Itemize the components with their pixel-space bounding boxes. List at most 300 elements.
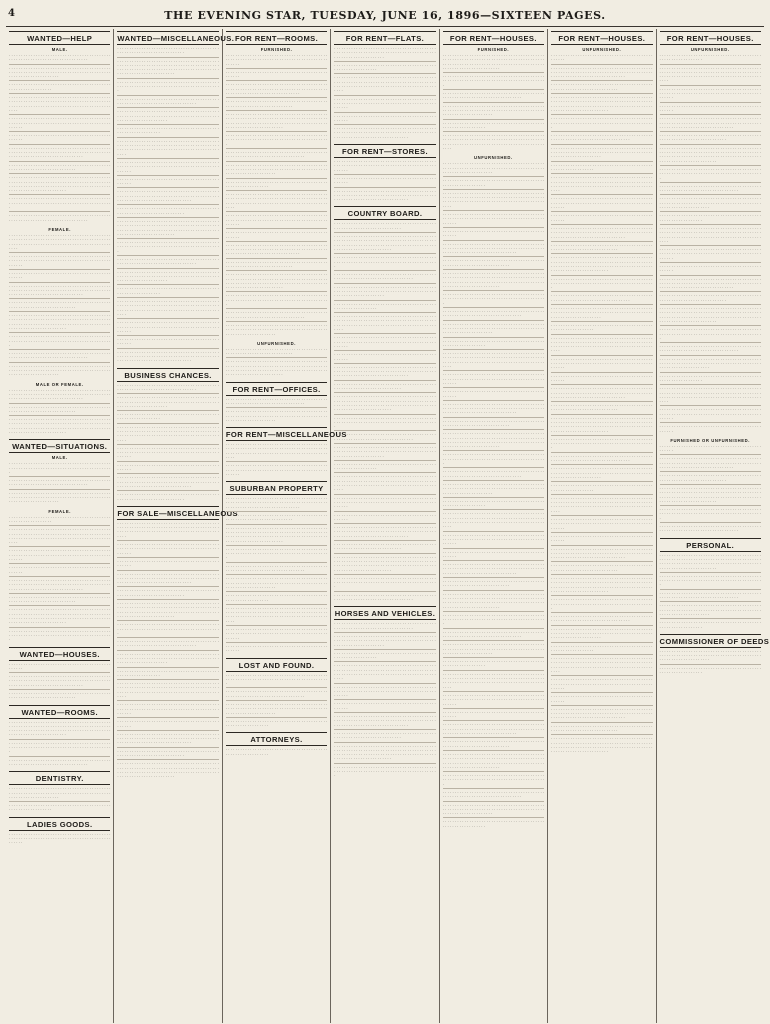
- classified-ad: · · · · · · · · · · · · · · · · · · · · · · · · · · · · · · · · · · · · · · · · · · · · · · · · · · · · · · · · · · · · · · · · · · · · · · · · · · · · · · · · · · · · · · · · · · · · · · · · · · · · · · · · · · · · · · · · · · ·: [334, 715, 435, 730]
- classified-ad: · · · · · · · · · · · · · · · · · · · · · · · · · · · · · · · · · · · · · · · · · · · · · · · ·: [443, 711, 544, 722]
- classified-ad: · · · · · · · · · · · · · · · · · · · · · · · · · · · · · · · · · · · · · · · · · · · · · · · ·: [117, 338, 218, 349]
- classified-ad: · · · · · · · · · · · · · · · · · · · · · · · · · · · · · · · · · · · · · · · · · · · · · · · · · · · · · · · · · · · · · · · · · · · · · · · · · · · · · · · · · · · · · · · · · · · · · · · · · · · · · · · · · · · · · · · · · · · · · · · · · · · · · · · · · · · · · · · · · · · · · · · · · · · · · ·: [9, 417, 111, 435]
- classified-ad: · · · · · · · · · · · · · · · · · · · · · · · · · · · · · · · · · · · · · · · · · · · · · · · · · · · · · · · · · · · · · · · · · · · · · · · · · · ·: [117, 98, 218, 109]
- classified-ad: · · · · · · · · · · · · · · · · · · · · · · · · · · · · · · · · · · · · · · · · · · · · · · · · · · · · · · · · · · · · · · · · · · · · · · · · · · · · · · · · · · · · · · · · · ·: [117, 447, 218, 462]
- classified-ad: · · · · · · · · · · · · · · · · · · · · · · · · · · · · · · · · · · · · · · · · · · · · · · · · · · · · · · · · · · · · · · · · · · · · · · · · · · · · · · · · · · · · · · · · · · · · · · · · · · · · · · · · · · · · · · · · · · ·: [551, 227, 652, 242]
- masthead-title: THE EVENING STAR, TUESDAY, JUNE 16, 1896—SIXTEEN PAGES.: [164, 8, 606, 22]
- classified-ad: · · · · · · · · · · · · · · · · · · · · · · · · · · · · · · · · · · · · · · · · · · · · · · · · · · · · · · · · · · · · · · · · · · · · · · · · · · · · · · · · · · · · · · · · · · · · · · · · · · · · · · · · ·: [226, 577, 327, 592]
- section-header: WANTED—ROOMS.: [9, 705, 110, 719]
- classified-ad: · · · · · · · · · · · · · · · · · · · · · · · · · · · · · · · · · · · · · · · · · · · · · · · · · · · · · · · · · · · · · · · · · · · · · · · · · · · · · · · · · · · · · · · · · · · · · · · · · · · · · · · · · · · · · · · · · · · · · · · · · · · · · · · · · ·: [334, 315, 435, 334]
- section-subheader: FEMALE.: [48, 226, 71, 232]
- classified-section: [334, 31, 435, 141]
- classified-ad: · · · · · · · · · · · · · · · · · · · · · · · · · · · · · · · · · · · · · · · · · · · · · · · · · · · · · · · · · · · ·: [660, 54, 761, 65]
- classified-ad: · · · · · · · · · · · · · · · · · · · · · · · · · · · · · · · · · · · · · · · · · · · · · · · ·: [551, 535, 652, 546]
- classified-ad: · · · · · · · · · · · · · · · · · · · · · · · · · · · · · · · · · · · · · · · · · · · · · · · · · · · · · · · · · · · · · · · · · · · · · · · · · · · · · · · · · · · · · · · · · · · · · · · · · · · · · · · · · · · · · · · · · · · · · · · · · · · · · · · · · ·: [9, 96, 110, 115]
- classified-section: [9, 382, 110, 437]
- classified-ad: · · · · · · · · · · · · · · · · · · · · · · · · · · · · · · · · · · · · · · · · · · · · · · · · · · · · · · · · · · · ·: [334, 303, 435, 314]
- column-6: [548, 29, 656, 1023]
- classified-ad: · · · · · · · · · · · · · · · · · · · · · · · · · · · · · · · · · · · · · · · · · · · · · · · · · · · · · · · · · · · · · · · · · · · · · · · · · · · · · · · · · · · · · · · · · · · · · · · · · · · · · · · · ·: [9, 490, 111, 505]
- classified-ad: · · · · · · · · · · · · · · · · · · · · · · · · · · · · · · · · · · · · · · · · · · · · · · · · · · · · · · · · · · · · · · · · · · · · · · · · · · · · · · · · · · · · · · · · · · · · · · · · · · · · · · · · · · · · · · · · · · · · · · · · · · · · · · · · · · · · · · · · · · · · · · · · · · · · · ·: [9, 721, 110, 740]
- classified-section: [226, 481, 327, 654]
- section-subheader: FURNISHED.: [477, 47, 510, 52]
- masthead: [6, 4, 764, 27]
- section-header: FOR RENT—MISCELLANEOUS: [226, 427, 327, 441]
- classified-ad: · · · · · · · · · · · · · · · · · · · · · · · · · · · · · · · · · · · · · · · · · · · · · · · · · · · · · · · · · · · · · · · · · · · · · · · · · · · · · · · · · · · · · · · · · ·: [9, 831, 111, 846]
- section-subheader: MALE OR FEMALE.: [35, 381, 84, 387]
- classified-ad: · · · · · · · · · · · · · · · · · · · · · · · · · · · · · · · · · · · · · · · · · · · · · · · · · · · · · · · · · · · · · · · · · · · · · · · · · · ·: [443, 791, 544, 802]
- classified-ad: · · · · · · · · · · · · · · · · · · · · · · · · · · · · · · · · · · · · · · · · · · · · · · · · · · · · · · · · · · · · · · · · · · · · · · · · · · · · · · · · · · · · · · · · · · · · · · · · · · · · · · · · · · · · · · · · · · · · · · · · · · · · · · · · · · · · · · · · · · · · · · · · · · · · · ·: [660, 554, 761, 573]
- classified-ad: · · · · · · · · · · · · · · · · · · · · · · · · · · · · · · · · · · · · · · · · · · · · · · · · · · · · · · · · · · · · · · · · · · · · · · · · · · · · · · · · · · · · · · · · · · · · · · · · · · · · · · · · · · · · · · · · · · · · · · · · · · · · · · · · · · · · · · · · · · · · · · · · · · · · · ·: [334, 235, 435, 254]
- classified-ad: · · · · · · · · · · · · · · · · · · · · · · · · · · · · · · · · · · · · · · · · · · · · · · · · · · · · · · · · · · · · · · · · · · · · · · · · · · · · · · · · · · · · ·: [660, 508, 761, 523]
- classified-ad: · · · · · · · · · · · · · · · · · · · · · · · · · · · · · · · · · · · · · · · · · · · · · · · · · · · · · · · · · · · · · · · · · · · · · · · · · · · · · · · · · · · · · · · · · · · · · · · · · · · · · · · · · · · · · · · · · · · · · · · · · · · · · · · · · · · · · · · · · · · · · · · · · · · · · ·: [117, 60, 218, 79]
- classified-ad: · · · · · · · · · · · · · · · · · · · · · · · · · · · · · · · · · · · · · · · · · · · · · · · · · · · · · · · · · · · · · · · · · · · · · · · · · · · · · · · · · · · · · · · · · · · · · · · · · · · · · · · · · · · · · · · · · · · · · · · · · · · · · · · · · · · · · · · · · · · · · · · · · · · · · ·: [443, 432, 544, 451]
- classified-ad: · · · · · · · · · · · · · · · · · · · · · · · · · · · · · · · · · · · · · · · · · · · · · · · · · · · · · · · · · · · · · · · · · · · · · · · · · · ·: [226, 398, 327, 409]
- classified-ad: · · · · · · · · · · · · · · · · · · · · · · · · · · · · · · · · · · · · · · · · · · · · · · · · · · · · · · · · · · · · · · · · · · · · · · · · · · · · · · · · · · · · · · · · · · · · · · · · · · · · · · · · ·: [551, 628, 652, 643]
- classified-ad: · · · · · · · · · · · · · · · · · · · · · · · · · · · · · · · · · · · · · · · · · · · · · · · · · · · · · · · · · · · ·: [225, 718, 328, 729]
- classified-ad: · · · · · · · · · · · · · · · · · · · · · · · · · · · · · · · · · · · · · · · · · · · · · · · · · · · · · · · · · · · · · · · · · · · · · · · · · · ·: [551, 294, 652, 305]
- classified-ad: · · · · · · · · · · · · · · · · · · · · · · · · · · · · · · · · · · · · · · · · · · · · · · · · · · · · · · · · · · · · · · · · · · · · · · · · · · · · · · · · · · · · · · · · · · · · · · · · · · · · · · · · · · · · · · · · · · · · · · · · · · · · · · · · · ·: [117, 682, 218, 701]
- classified-ad: · · · · · · · · · · · · · · · · · · · · · · · · · · · · · · · · · · · · · · · · · · · · · · · · · · · · · · · · · · · · · · · · · · · · · ·: [9, 301, 110, 312]
- classified-ad: · · · · · · · · · · · · · · · · · · · · · · · · · · · · · · · · · · · · · · · · · · · · · · · · · · · · · · · · · · · · · · · · · · · · · · · · · · · · · · · · · · · · ·: [9, 742, 110, 757]
- section-header: PERSONAL.: [660, 538, 761, 552]
- classified-ad: · · · · · · · · · · · · · · · · · · · · · · · · · · · · · · · · · · · · · · · · · · · · · · · ·: [117, 560, 218, 571]
- classified-ad: · · · · · · · · · · · · · · · · · · · · · · · · · · · · · · · · · · · · · · · · · · · · · · · · · · · · · · · · · · · · · · · · · · · · · · · · · · · · · · · · · · · · · · · · · ·: [225, 463, 328, 477]
- classified-ad: · · · · · · · · · · · · · · · · · · · · · · · · · · · · · · · · · · · · · · · · · · · · · · · · · · · · · · · · · · · · · · · · · · · · · · · · · · · · · · · · · · · · · · · · · ·: [334, 98, 435, 113]
- classified-section: [9, 509, 110, 644]
- classified-ad: · · · · · · · · · · · · · · · · · · · · · · · · · · · · · · · · · · · · · · · · · · · · · · · · · · · · · · · · · · · · · · · · · · · · · ·: [226, 514, 327, 525]
- classified-ad: · · · · · · · · · · · · · · · · · · · · · · · · · · · · · · · · · · · · · · · · · · · · · · · · · · · · · · · · · · · · · · · · · · · · · · · · · · · · · · · · · · · · · · · · · · · · · · · · · · · · · · · · ·: [334, 286, 435, 301]
- classified-section: [334, 206, 435, 603]
- classified-section: [660, 31, 761, 435]
- classified-ad: · · · · · · · · · · · · · · · · · · · · · · · · · · · · · · · · · · · · · · · · · · · · · · · ·: [551, 375, 652, 386]
- section-header: FOR RENT—OFFICES.: [226, 382, 327, 396]
- classified-section: [443, 155, 544, 830]
- classified-ad: · · · · · · · · · · · · · · · · · · · · · · · · · · · · · · · · · · · · · · · · · · · · · · · · · · · · · · · · · · · · · · · · · · · · · · · · · · · · · · · · · · · · · · · · · · · · · · · · · · · · · · · · · · · · · · · · · · ·: [443, 403, 544, 418]
- classified-ad: · · · · · · · · · · · · · · · · · · · · · · · · · · · · · · · · · · · · · · · · · · · · · · · · · · · · · · · · · · · · · · · · · · · · · · · · · · · · · · · · · · · · · · · · · · · · · · · · · · · · · · · · · · · · · · · · · · · · · · · · · · · · · · · · · ·: [9, 528, 110, 547]
- classified-ad: · · · · · · · · · · · · · · · · · · · · · · · · · · · · · · · · · · · · · · · · · · · · · · · · · · · · · · · · · · · · · · · · · · · · · · · · · · · · · · · · · · · · · · · · · ·: [226, 628, 327, 643]
- classified-section: [117, 368, 218, 503]
- classified-ad: · · · · · · · · · · · · · · · · · · · · · · · · · · · · · · · · · · · · · · · · · · · · · · · · · · · · · · · · · · · · · · · · · · · · · ·: [660, 134, 761, 145]
- classified-ad: · · · · · · · · · · · · · · · · · · · · · · · · · · · · · · · · · · · · · · · · · · · · · · · · · · · · · · · · · · · · · · · · · · · · · · · · · · · · · · · · · · · · ·: [9, 335, 110, 350]
- section-header: FOR RENT—STORES.: [334, 144, 435, 158]
- classified-ad: · · · · · · · · · · · · · · · · · · · · · · · · · · · · · · · · · · · · · · · · · · · · · · · · · · · · · · · · · · · · · · · · · · · · · · · · · · ·: [443, 92, 544, 103]
- classified-ad: · · · · · · · · · · · · · · · · · · · · · · · · · · · · · · · · · · · · · · · · · · · · · · · · · · · · · · · · · · · · · · · · · · · · · · · · · · · · · · · · · · · · · · · · · ·: [660, 88, 761, 103]
- classified-ad: · · · · · · · · · · · · · · · · · · · · · · · · · · · · · · · · · · · · · · · · · · · · · · · · · · · · · · · · · · · ·: [660, 375, 761, 386]
- classified-section: [226, 382, 327, 424]
- classified-ad: · · · · · · · · · · · · · · · · · · · · · · · · · · · · · · · · · · · · · · · · · · · · · · · · · · · · · · · · · · · · · · · · · · · · · · · · · · · · · · · · · · · · · · · · · · · · · · · · · · · · · · · · · · · · · · · · · · · · · · · · · · · · · · · · · ·: [9, 234, 110, 253]
- classified-ad: · · · · · · · · · · · · · · · · · · · · · · · · · · · · · · · · · · · · · · · · · · · · · · · · · · · · · · · · · · · · · · · · · · · · · · · · · · · · · · · · · · · · · · · · · · · · · · · · · · · · · · · · ·: [225, 322, 328, 337]
- classified-ad: · · · · · · · · · · · · · · · · · · · · · · · · · · · · · · · · · · · · · · · · · · · · · · · · · · · · · · · · · · · · · · · · · · · · · · · · · · · · · · · · · · · · · · · · · · · · · · · · · · · · · · · · · · · · · · · · · · ·: [334, 366, 435, 381]
- classified-ad: · · · · · · · · · · · · · · · · · · · · · · · · · · · · · · · · · · · · · · · · · · · · · · · · · · · · · · · · · · · ·: [225, 747, 328, 757]
- classified-ad: · · · · · · · · · · · · · · · · · · · · · · · · · · · · · · · · · · · · · · · · · · · · · · · · · · · · · · · · · · · · · · · · · · · · · · · · · · ·: [226, 690, 327, 701]
- classified-ad: · · · · · · · · · · · · · · · · · · · · · · · · · · · · · · · · · · · · · · · · · · · · · · · · · · · · · · · · · · · · · · · · · · · · · ·: [226, 261, 327, 272]
- classified-ad: · · · · · · · · · · · · · · · · · · · · · · · · · · · · · · · · · · · · · · · · · · · · · · · · · · · · · · · · · · · · · · · · · · · · · · · · · · · · · · · · · · · · · · · · · · · · · · · · · · · · · · · · ·: [443, 483, 544, 498]
- section-subheader: UNFURNISHED.: [473, 155, 513, 161]
- classified-ad: · · · · · · · · · · · · · · · · · · · · · · · · · · · · · · · · · · · · · · · · · · · · · · · · · · · · · · · · · · · · · · · · · · · · · · · · · · · · · · · · · · · · · · · · · · · · · · · · · · · · · · · · · · · · · · · · · · · · · · · · · · · · · · · · · ·: [551, 176, 652, 195]
- classified-ad: · · · · · · · · · · · · · · · · · · · · · · · · · · · · · · · · · · · · · · · · · · · · · · · · · · · · · · · · · · · · · · · · · · · · · · · · · · · · · · · · · · · · · · · · · · · · · · · · · · · · · · · · · · · · · · · · · · · · · · · · · · · · · · · · · · · · · · · · · · · · · · · · · · · · · ·: [334, 556, 435, 575]
- section-header: WANTED—HELP: [9, 31, 110, 45]
- classified-ad: · · · · · · · · · · · · · · · · · · · · · · · · · · · · · · · · · · · · · · · · · · · · · · · ·: [117, 464, 218, 475]
- classified-ad: · · · · · · · · · · · · · · · · · · · · · · · · · · · · · · · · · · · · · · · · · · · · · · · · · · · · · · · · · · · · · · · · · · · · · · · · · · · · · · · · · · · · · · · · · · · · · · · · · · · · · · · · · · · · · · · · · · · · · · · · · · · · · · · · · ·: [551, 497, 652, 516]
- classified-ad: · · · · · · · · · · · · · · · · · · · · · · · · · · · · · · · · · · · · · · · · · · · · · · · · · · · · · · · · · · · · · · · · · · · · · · · · · · · · · · · · · · · · · · · · · · · · · · · · · · · · · · · · · · · · · · · · · · · · · · · · · · · · · · · · · ·: [117, 300, 218, 319]
- classified-ad: · · · · · · · · · · · · · · · · · · · · · · · · · · · · · · · · · · · · · · · · · · · · · · · ·: [9, 134, 110, 145]
- classified-ad: · · · · · · · · · · · · · · · · · · · · · · · · · · · · · · · · · · · · · · · · · · · · · · · · · · · · · · · · · · · · · · · · · · · · · · · · · · · · · · · · · · · · ·: [334, 764, 436, 779]
- classified-ad: · · · · · · · · · · · · · · · · · · · · · · · · · · · · · · · · · · · · · · · · · · · · · · · ·: [226, 231, 327, 242]
- classified-ad: · · · · · · · · · · · · · · · · · · · · · · · · · · · · · · · · · · · · · · · · · · · · · · · · · · · · · · · · · · · · · · · · · · · · · · · · · · · · · · · · · · · · · · · · · · · · · · · · · · · · · · · · ·: [660, 650, 761, 665]
- classified-ad: · · · · · · · · · · · · · · · · · · · · · · · · · · · · · · · · · · · · · · · · · · · · · · · · · · · · · · · · · · · · · · · · · · · · · · · · · · · · · · · · · · · · · · · · · · · · · · · · · · · · · · · · · · · · · · · · · · · · · · · · · · · · · · · · · ·: [660, 227, 761, 246]
- classified-ad: · · · · · · · · · · · · · · · · · · · · · · · · · · · · · · · · · · · · · · · · · · · · · · · · · · · · · · · · · · · · · · · · · · · · · · · · · · · · · · · · · · · · ·: [443, 75, 544, 90]
- classified-ad: · · · · · · · · · · · · · · · · · · · · · · · · · · · · · · · · · · · · · · · · · · · · · · · · · · · · · · · · · · · · · · · · · · · · · · · · · · · · · · · · · · · · · · · · · · · · · · · · · · · · · · · · · · · · · · · · · · · · · · · · · · · · · · · · · ·: [443, 192, 544, 211]
- section-subheader: MALE.: [51, 455, 68, 461]
- classified-ad: · · · · · · · · · · · · · · · · · · · · · · · · · · · · · · · · · · · · · · · · · · · · · · · · · · · · · · · · · · · · · · · · · · · · · · · · · · · · · · · · · · · · · · · · · · · · · · · · · · · · · · · · · · · · · · · · · · · · · · · · · · · · · · · · · · · · · · · · · · · · · · · · · · · · · ·: [660, 147, 761, 166]
- classified-ad: · · · · · · · · · · · · · · · · · · · · · · · · · · · · · · · · · · · · · · · · · · · · · · · · · · · · · · · · · · · · · · · · · · · · · · · · · · · · · · · · · · · · · · · · · · · · · · · · · · · · · · · · · · · · · · · · · · ·: [117, 573, 218, 588]
- section-header: BUSINESS CHANCES.: [117, 368, 218, 382]
- section-subheader: UNFURNISHED.: [582, 47, 622, 52]
- section-header: FOR RENT—HOUSES.: [660, 31, 761, 45]
- classified-ad: · · · · · · · · · · · · · · · · · · · · · · · · · · · · · · · · · · · · · · · · · · · · · · · · · · · · · · · · · · · · · · · · · · · · · · · · · · ·: [226, 565, 327, 576]
- classified-ad: · · · · · · · · · · · · · · · · · · · · · · · · · · · · · · · · · · · · · · · · · · · · · · · · · · · · · · · · · · · ·: [117, 413, 218, 424]
- classified-ad: · · · · · · · · · · · · · · · · · · · · · · · · · · · · · · · · · · · · · · · · · · · · · · · · · · · · · · · · · · · · · · · · · · · · · · · · · · · · · · · · · · · · · · · · · · · · · · · · · · · · · · · · · · · · · · · · · · ·: [443, 563, 544, 578]
- classified-ad: · · · · · · · · · · · · · · · · · · · · · · · · · · · · · · · · · · · · · · · · · · · · · · · · · · · · · · · · · · · · · · · · · · · · · · · · · · ·: [334, 433, 435, 444]
- classified-section: [9, 31, 110, 224]
- classified-ad: · · · · · · · · · · · · · · · · · · · · · · · · · · · · · · · · · · · · · · · · · · · · · · · · · · · · · · · · · · · · · · · · · · · · · · · · · · ·: [226, 311, 327, 322]
- classified-columns: [6, 29, 770, 1023]
- classified-ad: · · · · · · · · · · · · · · · · · · · · · · · · · · · · · · · · · · · · · · · · · · · · · · · · · · · · · · · · · · · · · · · · · · · · · · · · · · ·: [226, 151, 327, 162]
- classified-ad: · · · · · · · · · · · · · · · · · · · · · · · · · · · · · · · · · · · · · · · · · · · · · · · · · · · · · · · · · · · · · · · · · · · · · · · · · · · · · · · · · · · · ·: [443, 614, 544, 629]
- section-subheader: FEMALE.: [48, 508, 71, 514]
- classified-ad: · · · · · · · · · · · · · · · · · · · · · · · · · · · · · · · · · · · · · · · · · · · · · · · · · · · · · · · · · · · · · · · · · · · · · · · · · · · · · · · · · · · · ·: [117, 623, 218, 638]
- classified-ad: · · · · · · · · · · · · · · · · · · · · · · · · · · · · · · · · · · · · · · · · · · · · · · · · · · · · · · · · · · · · · · · · · · · · · · · · · · · · · · · · · · · · ·: [551, 438, 652, 453]
- classified-ad: · · · · · · · · · · · · · · · · · · · · · · · · · · · · · · · · · · · · · · · · · · · · · · · ·: [443, 230, 544, 241]
- classified-ad: · · · · · · · · · · · · · · · · · · · · · · · · · · · · · · · · · · · · · · · · · · · · · · · · · · · · · · · · · · · ·: [226, 594, 327, 605]
- classified-ad: · · · · · · · · · · · · · · · · · · · · · · · · · · · · · · · · · · · · · · · · · · · · · · · · · · · · · · · · · · · · · · · · · · · · · · · · · · · · · · · · · · · · · · · · · · · · · · · · · · · · · · · · · · · · · · · · · · ·: [551, 387, 652, 402]
- classified-ad: · · · · · · · · · · · · · · · · · · · · · · · · · · · · · · · · · · · · · · · · · · · · · · · · · · · · · · · · · · · · · · · · · · · · · · · · · · · · · · · · · · · · · · · · · · · · · · · · · · · · · · · · · · · · · · · · · · ·: [9, 389, 110, 404]
- section-subheader: MALE.: [51, 47, 68, 52]
- section-subheader: FURNISHED.: [260, 47, 293, 52]
- classified-ad: · · · · · · · · · · · · · · · · · · · · · · · · · · · · · · · · · · · · · · · · · · · · · · · · · · · · · · · · · · · · · · · · · · · · · · · · · · ·: [9, 479, 110, 490]
- classified-ad: · · · · · · · · · · · · · · · · · · · · · · · · · · · · · · · · · · · · · · · · · · · · · · · · · · · · · · · · · · · · · · · · · · · · · · · · · · · · · · · · · · · · · · · · · · · · · · · · · · · · · · · · · · · · · · · · · · · · · · · · · · · · · · · · · · · · · · · · · · · · · · · · · · · · · ·: [660, 487, 761, 506]
- classified-ad: · · · · · · · · · · · · · · · · · · · · · · · · · · · · · · · · · · · · · · · · · · · · · · · · · · · · · · · · · · · · · · · · · · · · · · · · · · · · · · · · · · · · ·: [334, 577, 435, 592]
- classified-ad: · · · · · · · · · · · · · · · · · · · · · · · · · · · · · · · · · · · · · · · · · · · · · · · · · · · · · · · · · · · · · · · · · · · · · · · · · · · · · · · · · · · · · · · · · · · · · · · · · · · · · · · · · · · · · · · · · · · · · · · · · · · · · · · · · · · · · · · · · · · · · · · · · · · · · ·: [225, 359, 328, 378]
- classified-ad: · · · · · · · · · · · · · · · · · · · · · · · · · · · · · · · · · · · · · · · · · · · · · · · · · · · · · · · · · · · · · · · · · · · · · · · · · · · · · · · · · · · · · · · · · · · · · · · · · · · · · · · · ·: [660, 358, 761, 373]
- classified-ad: · · · · · · · · · · · · · · · · · · · · · · · · · · · · · · · · · · · · · · · · · · · · · · · · · · · · · · · · · · · · · · · · · · · · · ·: [443, 420, 544, 431]
- classified-ad: · · · · · · · · · · · · · · · · · · · · · · · · · · · · · · · · · · · · · · · · · · · · · · · · · · · · · · · · · · · · · · · · · · · · · · · · · · · · · · · · · · · · · · · · · · · · · · · · · · · · · · · · · · · · · · · · · · · · · · · · · · · · · · · · · · · · · · · · · · · · · · · · · · · · · ·: [443, 753, 544, 772]
- classified-ad: · · · · · · · · · · · · · · · · · · · · · · · · · · · · · · · · · · · · · · · · · · · · · · · · · · · · · · · · · · · · · · · · · · · · · · · · · · · · · · · · · · · · · · · · · · · · · · · · · · · · · · · · · · · · · · · · · · ·: [551, 708, 652, 723]
- classified-ad: · · · · · · · · · · · · · · · · · · · · · · · · · · · · · · · · · · · · · · · · · · · · · · · · · · · · · · · · · · · · · · · · · · · · · · · · · · · · · · · · · · · · · · · · · · · · · · · · · · · · · · · · · · · · · · · · · · · · · · · · · · · · · · · · · · · · · · · · · · · · · · · · · · · · · ·: [551, 577, 652, 596]
- classified-ad: · · · · · · · · · · · · · · · · · · · · · · · · · · · · · · · · · · · · · · · · · · · · · · · · · · · · · · · · · · · · · · · · · · · · · · · · · · · · · · · · · · · · · · · · · · · · · · · · · · · · · · · · · · · · · · · · · · · · · · · · · · · · · · · · · · · · · · · · · · · · · · · · · · · · · ·: [551, 417, 652, 436]
- classified-section: [9, 817, 110, 847]
- classified-ad: · · · · · · · · · · · · · · · · · · · · · · · · · · · · · · · · · · · · · · · · · · · · · · · · · · · · · · · · · · · · · · · · · · · · · · · · · · · · · · · · · · · · · · · · · · · · · · · · · · · · · · · · · · · · · · · · · · · · · · · · · · · · · · · · · · · · · · · · · · · · · · · · · · · · · ·: [117, 602, 218, 621]
- classified-ad: · · · · · · · · · · · · · · · · · · · · · · · · · · · · · · · · · · · · · · · · · · · · · · · · · · · · · · · · · · · · · · · · · · · · · · · · · · · · · · · · · · · · · · · · · · · · · · · · · · · · · · · · ·: [443, 804, 544, 819]
- classified-ad: · · · · · · · · · · · · · · · · · · · · · · · · · · · · · · · · · · · · · · · · · · · · · · · · · · · · · · · · · · · · · · · · · · · · · ·: [334, 543, 435, 554]
- classified-ad: · · · · · · · · · · · · · · · · · · · · · · · · · · · · · · · · · · · · · · · · · · · · · · · · · · · · · · · · · · · · · · · · · · · · · ·: [551, 83, 652, 94]
- classified-ad: · · · · · · · · · · · · · · · · · · · · · · · · · · · · · · · · · · · · · · · · · · · · · · · · · · · · · · · · · · · · · · · · · · · · · · · · · · ·: [551, 455, 652, 466]
- classified-ad: · · · · · · · · · · · · · · · · · · · · · · · · · · · · · · · · · · · · · · · · · · · · · · · · · · · · · · · · · · · · · · · · · · · · · · · · · · · · · · · · · · · · ·: [443, 774, 544, 789]
- classified-ad: · · · · · · · · · · · · · · · · · · · · · · · · · · · · · · · · · · · · · · · · · · · · · · · · · · · · · · · · · · · · · · · · · · · · · · · · · · · · · · · · · · · · · · · · · · · · · · · · · · · · · · · · ·: [117, 396, 218, 411]
- classified-ad: · · · · · · · · · · · · · · · · · · · · · · · · · · · · · · · · · · · · · · · · · · · · · · · · · · · · · · · · · · · ·: [443, 122, 544, 133]
- classified-ad: · · · · · · · · · · · · · · · · · · · · · · · · · · · · · · · · · · · · · · · · · · · · · · · · · · · · · · · · · · · · · · · · · · · · · · · · · · ·: [117, 258, 218, 269]
- classified-ad: · · · · · · · · · · · · · · · · · · · · · · · · · · · · · · · · · · · · · · · · · · · · · · · · · · · · · · · · · · · · · · · · · · · · · · · · · · · · · · · · · · · · · · · · · · · · · · · · · · · · · · · · · · · · · · · · · · · · · · · · · · · · · · · · · ·: [551, 337, 652, 356]
- classified-ad: · · · · · · · · · · · · · · · · · · · · · · · · · · · · · · · · · · · · · · · · · · · · · · · · · · · · · · · · · · · ·: [334, 64, 435, 75]
- classified-ad: · · · · · · · · · · · · · · · · · · · · · · · · · · · · · · · · · · · · · · · · · · · · · · · · · · · · · · · · · · · · · · · · · · · · · · · · · · · · · · · · · · · · · · · · · · · · · · · · · · · · · · · · · · · · · · · · · · · · · · · · · · · · · · · · · · · · · · · · · · · · · · · · · · · · · ·: [117, 220, 218, 239]
- classified-ad: · · · · · · · · · · · · · · · · · · · · · · · · · · · · · · · · · · · · · · · · · · · · · · · ·: [334, 177, 435, 188]
- classified-ad: · · · · · · · · · · · · · · · · · · · · · · · · · · · · · · · · · · · · · · · · · · · · · · · · · · · · · · · · · · · · · · · · · · · · · · · · · · · · · · · · · · · · ·: [334, 256, 435, 271]
- column-7: [657, 29, 770, 1023]
- classified-ad: · · · · · · · · · · · · · · · · · · · · · · · · · · · · · · · · · · · · · · · · · · · · · · · · · · · · · · · · · · · ·: [551, 645, 652, 656]
- classified-ad: · · · · · · · · · · · · · · · · · · · · · · · · · · · · · · · · · · · · · · · · · · · · · · · · · · · · · · · · · · · · · · · · · · · · · · · · · · · · · · · · · · · · · · · · · · · · · · · · · · · · · · · · · · · · · · · · · · · · · · · · · · · · · · · · · ·: [443, 512, 544, 531]
- classified-ad: · · · · · · · · · · · · · · · · · · · · · · · · · · · · · · · · · · · · · · · · · · · · · · · · · · · · · · · · · · · · · · · · · · · · · · · · · · · · · · · · · · · · · · · · · · · · · · · · · · · · · · · · · · · · · · · · · · ·: [117, 190, 218, 205]
- classified-ad: · · · · · · · · · · · · · · · · · · · · · · · · · · · · · · · · · · · · · · · · · · · · · · · · · · · · · · · · · · · · · · · · · · · · · · · · · · · · · · · · · · · · · · · · · · · · · · · · · · · · · · · · · · · · · · · · · · · · · · · · · · · · · · · · · · · · · · · · · · · · · · · · · · · · · ·: [660, 307, 761, 326]
- classified-ad: · · · · · · · · · · · · · · · · · · · · · · · · · · · · · · · · · · · · · · · · · · · · · · · · · · · · · · · · · · · · · · · · · · · · · · · · · · · · · · · · · · · · · · · · · · · · · · · · · · · · · · · · · · · · · · · · · · · · · · · · · · · · · · · · · · · · · · · · · · · · · · · · · · · · · ·: [443, 272, 544, 291]
- classified-section: [225, 427, 347, 478]
- section-header: LOST AND FOUND.: [226, 658, 327, 672]
- classified-ad: · · · · · · · · · · · · · · · · · · · · · · · · · · · · · · · · · · · · · · · · · · · · · · · · · · · · · · · · · · · · · · · · · · · · · · · · · · · · · · · · · · · · · · · · · ·: [551, 358, 652, 373]
- classified-ad: · · · · · · · · · · · · · · · · · · · · · · · · · · · · · · · · · · · · · · · · · · · · · · · · · · · · · · · · · · · · · · · · · · · · · · · · · · · · · · · · · · · · · · · · · ·: [443, 534, 544, 549]
- classified-ad: · · · · · · · · · · · · · · · · · · · · · · · · · · · · · · · · · · · · · · · · · · · · · · · · · · · · · · · · · · · · · · · · · · · · · · · · · · · · · · · · · · · · · · · · · · · · · · · · · · · · · · · · · · · · · · · · · · · · · · · · · · · · · · · · · · · · · · · · · · · · · · · · · · · · · ·: [443, 54, 544, 73]
- classified-ad: · · · · · · · · · · · · · · · · · · · · · · · · · · · · · · · · · · · · · · · · · · · · · · · · · · · · · · · · · · · · · · · · · · · · · · · · · · · · · · · · · · · · · · · · · · · · · · · · · · · · · · · · · · · · · · · · · · · · · · · · · · · · · · · · · ·: [442, 133, 545, 152]
- classified-ad: · · · · · · · · · · · · · · · · · · · · · · · · · · · · · · · · · · · · · · · · · · · · · · · · · · · · · · · · · · · · · · · · · · · · · · · · · · · · · · · · · · · · · · · · · · · · · · · · · · · · · · · · · · · · · · · · · · · · · · · · · · · · · · · · · ·: [334, 76, 435, 95]
- classified-ad: · · · · · · · · · · · · · · · · · · · · · · · · · · · · · · · · · · · · · · · · · · · · · · · · · · · · · · · · · · · ·: [659, 620, 761, 630]
- classified-ad: · · · · · · · · · · · · · · · · · · · · · · · · · · · · · · · · · · · · · · · · · · · · · · · · · · · · · · · · · · · · · · · · · · · · · · · · · · · · · · · · · · · · · · · · · · · · · · · · · · · · · · · · · · · · · · · · · · · · · · · · · · · · · · · · · · · · · · · · · · · · · · · · · · · · · ·: [9, 176, 110, 195]
- classified-ad: · · · · · · · · · · · · · · · · · · · · · · · · · · · · · · · · · · · · · · · · · · · · · · · · · · · · · · · · · · · · · · · · · · · · · · · · · · · · · · · · · · · · ·: [443, 293, 544, 308]
- classified-ad: · · · · · · · · · · · · · · · · · · · · · · · · · · · · · · · · · · · · · · · · · · · · · · · · · · · · · · · · · · · ·: [551, 484, 652, 495]
- classified-ad: · · · · · · · · · · · · · · · · · · · · · · · · · · · · · · · · · · · · · · · · · · · · · · · · · · · · · · · · · · · · · · · · · · · · · · · · · · · · · · · · · · · · · · · · · · · · · · · · · · · · · · · · · · · · · · · · · · · · · · · · · · · · · · · · · · · · · · · · · · · · · · · · · · · · · ·: [334, 745, 435, 764]
- classified-ad: · · · · · · · · · · · · · · · · · · · · · · · · · · · · · · · · · · · · · · · · · · · · · · · ·: [334, 115, 435, 126]
- classified-ad: · · · · · · · · · · · · · · · · · · · · · · · · · · · · · · · · · · · · · · · · · · · · · · · · · · · · · · · · · · · · · · · · · · · · · · · · · · · · · · · · · · · · · · · · · · · · · · · · · · · · · · · · · · · · · · · · · · · · · · · · · · · · · · · · · ·: [334, 475, 435, 494]
- classified-ad: · · · · · · · · · · · · · · · · · · · · · · · · · · · · · · · · · · · · · · · · · · · · · · · · · · · · · · · · · · · · · · · · · · · · · · · · · · · · · · · · · · · · · · · · · · · · · · · · · · · · · · · · · · · · · · · · · · · · · · · · · · · · · · · · · ·: [551, 657, 652, 676]
- classified-ad: · · · · · · · · · · · · · · · · · · · · · · · · · · · · · · · · · · · · · · · · · · · · · · · ·: [9, 663, 110, 674]
- classified-ad: · · · · · · · · · · · · · · · · · · · · · · · · · · · · · · · · · · · · · · · · · · · · · · · · · · · · · · · · · · · · · · · · · · · · · · · · · · · · · · · · · · · · · · · · · · · · · · · · · · · · · · · · ·: [443, 105, 544, 120]
- classified-ad: · · · · · · · · · · · · · · · · · · · · · · · · · · · · · · · · · · · · · · · · · · · · · · · · · · · · · · · · · · · · · · · · · · · · · · · · · · · · · · · · · · · · · · · · · · · · · · · · · · · · · · · · · · · · · · · · · · · · · · · · · · · · · · · · · ·: [660, 387, 761, 406]
- classified-ad: · · · · · · · · · · · · · · · · · · · · · · · · · · · · · · · · · · · · · · · · · · · · · · · · · · · · · · · · · · · · · · · · · · · · · · · · · · ·: [117, 384, 218, 395]
- classified-ad: · · · · · · · · · · · · · · · · · · · · · · · · · · · · · · · · · · · · · · · · · · · · · · · · · · · · · · · · · · · · · · · · · · · · · · · · · · ·: [9, 757, 111, 767]
- classified-ad: · · · · · · · · · · · · · · · · · · · · · · · · · · · · · · · · · · · · · · · · · · · · · · · · · · · · · · · · · · · · · · · · · · · · · · · · · · · · · · · · · · · · · · · · · · · · · · · · · · · · · · · · · · · · · · · · · · ·: [660, 457, 761, 472]
- section-header: LADIES GOODS.: [9, 817, 110, 831]
- classified-ad: · · · · · · · · · · · · · · · · · · · · · · · · · · · · · · · · · · · · · · · · · · · · · · · · · · · · · · · · · · · · · · · · · · · · · ·: [9, 596, 110, 607]
- classified-ad: · · · · · · · · · · · · · · · · · · · · · · · · · · · · · · · · · · · · · · · · · · · · · · · · · · · · · · · · · · · · · · · · · · · · · ·: [117, 492, 219, 502]
- classified-ad: · · · · · · · · · · · · · · · · · · · · · · · · · · · · · · · · · · · · · · · · · · · · · · · ·: [443, 390, 544, 401]
- section-header: WANTED—MISCELLANEOUS.: [117, 31, 218, 45]
- classified-ad: · · · · · · · · · · · · · · · · · · · · · · · · · · · · · · · · · · · · · · · · · · · · · · · · · · · · · · · · · · · · · · · · · · · · · ·: [334, 222, 435, 233]
- classified-ad: · · · · · · · · · · · · · · · · · · · · · · · · · · · · · · · · · · · · · · · · · · · · · · · · · · · · · · · · · · · · · · · · · · · · · · · · · · · · · · · · · · · · ·: [9, 197, 110, 212]
- classified-ad: · · · · · · · · · · · · · · · · · · · · · · · · · · · · · · · · · · · · · · · · · · · · · · · ·: [660, 105, 761, 116]
- classified-ad: · · · · · · · · · · · · · · · · · · · · · · · · · · · · · · · · · · · · · · · · · · · · · · · · · · · · · · · · · · · · · · · · · · · · · · · · · · · · · · · · · · · · ·: [551, 117, 652, 132]
- classified-ad: · · · · · · · · · · · · · · · · · · · · · · · · · · · · · · · · · · · · · · · · · · · · · · · · · · · · · · · · · · · · · · · · · · · · · · · · · · · · · · · · · · · · · · · · · · · · · · · · · · · · · · · · · · · · · · · · · · ·: [9, 579, 110, 594]
- classified-ad: · · · · · · · · · · · · · · · · · · · · · · · · · · · · · · · · · · · · · · · · · · · · · · · · · · · · · · · · · · · · · · · · · · · · · · · · · · · · · · · · · · · · · · · · · ·: [117, 703, 218, 718]
- classified-ad: · · · · · · · · · · · · · · · · · · · · · · · · · · · · · · · · · · · · · · · · · · · · · · · · · · · · · · · · · · · · · · · · · · · · · · · · · · ·: [9, 352, 110, 363]
- classified-ad: · · · · · · · · · · · · · · · · · · · · · · · · · · · · · · · · · · · · · · · · · · · · · · · · · · · · · · · · · · · · · · · · · · · · · ·: [9, 164, 110, 175]
- classified-ad: · · · · · · · · · · · · · · · · · · · · · · · · · · · · · · · · · · · · · · · · · · · · · · · · · · · · · · · · · · · · · · · · · · · · · · · · · · · · · · · · · · · · · · · · · ·: [443, 213, 544, 228]
- classified-ad: · · · · · · · · · · · · · · · · · · · · · · · · · · · · · · · · · · · · · · · · · · · · · · · ·: [334, 702, 435, 713]
- classified-ad: · · · · · · · · · · · · · · · · · · · · · · · · · · · · · · · · · · · · · · · · · · · · · · · · · · · · · · · · · · · · · · · · · · · · · · · · · · ·: [334, 622, 435, 633]
- classified-ad: · · · · · · · · · · · · · · · · · · · · · · · · · · · · · · · · · · · · · · · · · · · · · · · · · · · · · · · · · · · · · · · · · · · · · · · · · · · · · · · · · · · · · · · · · · · · · · · · · · · · · · · · · · · · · · · · · · · · · · · · · · · · · · · · · · · · · · · · · · · · · · · · · · · · · ·: [551, 96, 652, 115]
- classified-ad: · · · · · · · · · · · · · · · · · · · · · · · · · · · · · · · · · · · · · · · · · · · · · · · · · · · · · · · · · · · · · · · · · · · · · · · · · · · · · · · · · · · · ·: [226, 294, 327, 309]
- classified-ad: · · · · · · · · · · · · · · · · · · · · · · · · · · · · · · · · · · · · · · · · · · · · · · · ·: [443, 551, 544, 562]
- classified-ad: · · · · · · · · · · · · · · · · · · · · · · · · · · · · · · · · · · · · · · · · · · · · · · · · · · · · · · · · · · · · · · · · · · · · · · · · · · ·: [660, 185, 761, 196]
- classified-ad: · · · · · · · · · · · · · · · · · · · · · · · · · · · · · · · · · · · · · · · · · · · · · · · · · · · · · · · · · · · · · · · · · · · · · · · · · · · · · · · · · · · · · · · · · ·: [9, 255, 110, 270]
- classified-ad: · · · · · · · · · · · · · · · · · · · · · · · · · · · · · · · · · · · · · · · · · · · · · · · · · · · · · · · · · · · · · · · · · · · · · · · · · · · · · · · · · · · · · · · · · ·: [334, 336, 435, 351]
- classified-ad: · · · · · · · · · · · · · · · · · · · · · · · · · · · · · · · · · · · · · · · · · · · · · · · · · · · · · · · · · · · · · · · · · · · · · ·: [551, 244, 652, 255]
- classified-section: [226, 732, 327, 758]
- classified-ad: · · · · · · · · · · · · · · · · · · · · · · · · · · · · · · · · · · · · · · · · · · · · · · · · · · · · · · · · · · · · · · · · · · · · · · · · · · · · · · · · · · · · · · · · · · · · · · · · · · · · · · · · · · · · · · · · · · ·: [9, 675, 110, 690]
- classified-ad: · · · · · · · · · · · · · · · · · · · · · · · · · · · · · · · · · · · · · · · · · · · · · · · · · · · · · · · · · · · · · · · · · · · · · · · · · · · · · · · · · · · · · · · · · · · · · · · · · · · · · · · · · · · · · · · · · · · · · · · · · · · · · · · · · · · · · · · · · · · · · · · · · · · · · ·: [9, 314, 110, 333]
- classified-ad: · · · · · · · · · · · · · · · · · · · · · · · · · · · · · · · · · · · · · · · · · · · · · · · · · · · · · · · · · · · · · · · · · · · · · · · · · · · · · · · · · · · · · · · · · · · · · · · · · · · · · · · · · · · · · · · · · · ·: [226, 83, 327, 98]
- classified-ad: · · · · · · · · · · · · · · · · · · · · · · · · · · · · · · · · · · · · · · · · · · · · · · · · · · · · · · · · · · · · · · · · · · · · · ·: [660, 294, 761, 305]
- classified-ad: · · · · · · · · · · · · · · · · · · · · · · · · · · · · · · · · · · · · · · · · · · · · · · · · · · · · · · · · · · · · · · · · · · · · · ·: [334, 732, 435, 743]
- section-header: FOR SALE—MISCELLANEOUS: [117, 506, 218, 520]
- classified-ad: · · · · · · · · · · · · · · · · · · · · · · · · · · · · · · · · · · · · · · · · · · · · · · · · · · · · · · · · · · · · · · · · · · · · · · · · · · · · · · · · · · · · · · · · · · · · · · · · · · · · · · · · ·: [334, 635, 435, 650]
- section-header: SUBURBAN PROPERTY: [226, 481, 327, 495]
- classified-ad: · · · · · · · · · · · · · · · · · · · · · · · · · · · · · · · · · · · · · · · · · · · · · · · ·: [9, 566, 110, 577]
- classified-ad: · · · · · · · · · · · · · · · · · · · · · · · · · · · · · · · · · · · · · · · · · · · · · · · · · · · · · · · · · · · · · · · · · · · · · ·: [443, 580, 544, 591]
- classified-ad: · · · · · · · · · · · · · · · · · · · · · · · · · · · · · · · · · · · · · · · · · · · · · · · · · · · · · · · · · · · · · · · · · · · · · · · · · · ·: [334, 592, 436, 603]
- classified-ad: · · · · · · · · · · · · · · · · · · · · · · · · · · · · · · · · · · · · · · · · · · · · · · · · · · · · · · · · · · · · · · · · · · · · · ·: [117, 750, 218, 761]
- classified-ad: · · · · · · · · · · · · · · · · · · · · · · · · · · · · · · · · · · · · · · · · · · · · · · · · · · · · · · · · · · · · · · · · · · · · · · · · · · · · · · · · · · · · · · · · · · · · · · · · · · · · · · · · · · · · · · · · · · · · · · · · · · · · · · · · · ·: [334, 664, 435, 683]
- classified-ad: · · · · · · · · · · · · · · · · · · · · · · · · · · · · · · · · · · · · · · · · · · · · · · · · · · · · · · · · · · · · · · · · · · · · · · · · · · · · · · · · · · · · ·: [551, 598, 652, 613]
- classified-ad: · · · · · · · · · · · · · · · · · · · · · · · · · · · · · · · · · · · · · · · · · · · · · · · · · · · · · · · · · · · ·: [442, 819, 545, 829]
- classified-ad: · · · · · · · · · · · · · · · · · · · · · · · · · · · · · · · · · · · · · · · · · · · · · · · · · · · · · · · · · · · ·: [443, 500, 544, 511]
- classified-ad: · · · · · · · · · · · · · · · · · · · · · · · · · · · · · · · · · · · · · · · · · · · · · · · · · · · · · · · · · · · · · · · · · · · · · · · · · · · · · · · · · · · · · · · · · · · · · · · · · · · · · · · · · · · · · · · · · · ·: [117, 349, 219, 364]
- classified-section: [551, 31, 652, 756]
- classified-ad: · · · · · · · · · · · · · · · · · · · · · · · · · · · · · · · · · · · · · · · · · · · · · · · · · · · · · · · · · · · · · · · · · · · · · · · · · · · · · · · · · · · · · · · · · · · · · · · · · · · · · · · · · · · · · · · · · · ·: [117, 476, 218, 491]
- classified-section: [660, 438, 761, 535]
- classified-section: [117, 31, 235, 365]
- classified-ad: · · · · · · · · · · · · · · · · · · · · · · · · · · · · · · · · · · · · · · · · · · · · · · · · · · · · · · · · · · · ·: [334, 463, 435, 474]
- classified-ad: · · · · · · · · · · · · · · · · · · · · · · · · · · · · · · · · · · · · · · · · · · · · · · · · · · · · · · · · · · · · · · · · · · · · · · · · · · · · · · · · · · · · · · · · · · · · · · · · · · · · · · · · · · · · · · · · · · · · · · · · · · · · · · · · · ·: [226, 443, 327, 462]
- classified-ad: · · · · · · · · · · · · · · · · · · · · · · · · · · · · · · · · · · · · · · · · · · · · · · · · · · · · · · · · · · · ·: [551, 164, 652, 175]
- section-header: ATTORNEYS.: [226, 732, 327, 746]
- classified-ad: · · · · · · · · · · · · · · · · · · · · · · · · · · · · · · · · · · · · · · · · · · · · · · · · · · · · · · · · · · · · · · · · · · · · · · · · · · · · · · · · · · · · · · · · · · · · · · · · · · · · · · · · ·: [334, 446, 435, 461]
- classified-ad: · · · · · · · · · · · · · · · · · · · · · · · · · · · · · · · · · · · · · · · · · · · · · · · · · · · · · · · · · · · · · · · · · · · · · · · · · · · · · · · · · · · · · · · · · · · · · · · · · · · · · · · · · · · · · · · · · · · · · · · · · · · · · · · · · · · · · · · · · · · · · · · · · · · · · ·: [226, 273, 327, 292]
- classified-ad: · · · · · · · · · · · · · · · · · · · · · · · · · · · · · · · · · · · · · · · · · · · · · · · · · · · · · · · · · · · · · · · · · · · · · · · · · · · · · · · · · · · · ·: [117, 81, 218, 96]
- classified-ad: · · · · · · · · · · · · · · · · · · · · · · · · · · · · · · · · · · · · · · · · · · · · · · · · · · · · · · · · · · · · · · · · · · · · · · · · · · · · · · · · · · · · · · · · · · · · · · · · · · · · · · · · ·: [9, 787, 110, 802]
- section-header: HORSES AND VEHICLES.: [334, 606, 435, 620]
- column-3: [223, 29, 347, 1023]
- classified-ad: · · · · · · · · · · · · · · · · · · · · · · · · · · · · · · · · · · · · · · · · · · · · · · · · · · · · · · · · · · · · · · · · · · · · · · · · · · · · · · · · · · · · · · · · · · · · · · · · · · · · · · · · · · · · · · · · · · · · · · · · · · · · · · · · · ·: [117, 426, 218, 445]
- classified-ad: · · · · · · · · · · · · · · · · · · · · · · · · · · · · · · · · · · · · · · · · · · · · · · · · · · · · · · · · · · · · · · · · · · · · · · · · · · · · · · · · · · · · · · · · · · · · · · · · · · · · · · · · ·: [551, 307, 652, 322]
- classified-ad: · · · · · · · · · · · · · · · · · · · · · · · · · · · · · · · · · · · · · · · · · · · · · · · · · · · · · · · · · · · · · · · · · · · · · · · · · · · · · · · · · · · · · · · · · ·: [9, 549, 110, 564]
- classified-ad: · · · · · · · · · · · · · · · · · · · · · · · · · · · · · · · · · · · · · · · · · · · · · · · · · · · · · · · · · · · ·: [9, 516, 110, 527]
- classified-section: [226, 31, 327, 338]
- section-header: COMMISSIONER OF DEEDS: [660, 634, 761, 648]
- classified-ad: · · · · · · · · · · · · · · · · · · · · · · · · · · · · · · · · · · · · · · · · · · · · · · · · · · · · · · · · · · · · · · · · · · · · · · · · · · · · · · · · · · · · · · · · · · · · · · · · · · · · · · · · · · · · · · · · · · ·: [334, 126, 436, 140]
- classified-ad: · · · · · · · · · · · · · · · · · · · · · · · · · · · · · · · · · · · · · · · · · · · · · · · · · · · · · · · · · · · · · · · · · · · · · · · · · · · · · · · · · · · · · · · · · · · · · · · · · · · · · · · · ·: [117, 653, 218, 668]
- classified-ad: · · · · · · · · · · · · · · · · · · · · · · · · · · · · · · · · · · · · · · · · · · · · · · · · · · · · · · · · · · · · · · · · · · · · · · · · · · ·: [117, 640, 218, 651]
- section-header: DENTISTRY.: [9, 771, 110, 785]
- classified-ad: · · · · · · · · · · · · · · · · · · · · · · · · · · · · · · · · · · · · · · · · · · · · · · · · · · · · · · · · · · · · · · · · · · · · · · · · · · · · · · · · · · · · · · · · · · · · · · · · · · · · · · · · ·: [660, 604, 761, 619]
- classified-ad: · · · · · · · · · · · · · · · · · · · · · · · · · · · · · · · · · · · · · · · · · · · · · · · · · · · · · · · · · · · · · · · · · · · · · · · · · · · · · · · · · · · · · · · · · ·: [551, 678, 652, 693]
- classified-ad: · · · · · · · · · · · · · · · · · · · · · · · · · · · · · · · · · · · · · · · · · · · · · · · · · · · · · · · · · · · · · · · · · · · · · · · · · · · · · · · · · · · · · · · · · · · · · · · · · · · · · · · · ·: [334, 47, 435, 62]
- classified-ad: · · · · · · · · · · · · · · · · · · · · · · · · · · · · · · · · · · · · · · · · · · · · · · · · · · · · · · · · · · · · · · · · · · · · · · · · · · · · · · · · · · · · ·: [226, 134, 327, 149]
- classified-section: [9, 439, 110, 505]
- classified-ad: · · · · · · · · · · · · · · · · · · · · · · · · · · · · · · · · · · · · · · · · · · · · · · · · · · · · · · · · · · · · · · · · · · · · · · · · · · · · · · · · · · · · · · · · · ·: [9, 117, 110, 132]
- classified-ad: · · · · · · · · · · · · · · · · · · · · · · · · · · · · · · · · · · · · · · · · · · · · · · · · · · · · · · · · · · · · · · · · · · · · · · · · · · · · · · · · · · · · · · · · · · · · · · · · · · · · · · · · ·: [9, 363, 111, 378]
- classified-section: [334, 606, 435, 779]
- classified-ad: · · · · · · · · · · · · · · · · · · · · · · · · · · · · · · · · · · · · · · · · · · · · · · · · · · · · · · · · · · · · · · · · · · · · · · · · · · · · · · · · · · · · · · · · · · · · · · · · · · · · · · · · · · · · · · · · · · · · · · · · · · · · · · · · · ·: [117, 522, 218, 541]
- classified-ad: · · · · · · · · · · · · · · · · · · · · · · · · · · · · · · · · · · · · · · · · · · · · · · · · · · · · · · · · · · · · · · · · · · · · · · · · · · · · · · · · · · · · · · · · · · · · · · · · · · · · · · · · ·: [9, 67, 110, 82]
- classified-ad: · · · · · · · · · · · · · · · · · · · · · · · · · · · · · · · · · · · · · · · · · · · · · · · ·: [117, 178, 218, 189]
- classified-ad: · · · · · · · · · · · · · · · · · · · · · · · · · · · · · · · · · · · · · · · · · · · · · · · · · · · · · · · · · · · · · · · · · · · · · ·: [9, 690, 111, 701]
- classified-ad: · · · · · · · · · · · · · · · · · · · · · · · · · · · · · · · · · · · · · · · · · · · · · · · · · · · · · · · · · · · · · · · · · · · · · ·: [334, 383, 435, 394]
- classified-ad: · · · · · · · · · · · · · · · · · · · · · · · · · · · · · · · · · · · · · · · · · · · · · · · · · · · · · · · · · · · ·: [9, 83, 110, 94]
- classified-ad: · · · · · · · · · · · · · · · · · · · · · · · · · · · · · · · · · · · · · · · · · · · · · · · · · · · · · · · · · · · · · · · · · · · · · · · · · · · · · · · · · · · · ·: [117, 241, 218, 256]
- classified-ad: · · · · · · · · · · · · · · · · · · · · · · · · · · · · · · · · · · · · · · · · · · · · · · · · · · · · · · · · · · · · · · · · · · · · · · · · · · · · · · · · · · · · · · · · · · · · · · · · · · · · · · · · · · · · · · · · · · · · · · · · · · · · · · · · · · · · · · · · · · · · · · · · · · · · · ·: [443, 593, 544, 612]
- classified-ad: · · · · · · · · · · · · · · · · · · · · · · · · · · · · · · · · · · · · · · · · · · · · · · · · · · · · · · · · · · · · · · · · · · · · · · · · · · · · · · · · · · · · · · · · · · · · · · · · · · · · · · · · · · · · · · · · · · ·: [443, 723, 544, 738]
- section-header: FOR RENT—FLATS.: [334, 31, 435, 45]
- column-4: [331, 29, 439, 1023]
- classified-ad: · · · · · · · · · · · · · · · · · · · · · · · · · · · · · · · · · · · · · · · · · · · · · · · · · · · · · · · · · · · · · · · · · · · · · · · · · · · · · · · · · · · · · · · · · · · · · · · · · · · · · · · · · · · · · · · · · · · · · · · · · · · · · · · · · · · · · · · · · · · · · · · · · · · · · ·: [226, 527, 327, 546]
- classified-ad: · · · · · · · · · · · · · · · · · · · · · · · · · · · · · · · · · · · · · · · · · · · · · · · · · · · · · · · · · · · · · · · · · · · · · ·: [9, 406, 110, 417]
- classified-ad: · · · · · · · · · · · · · · · · · · · · · · · · · · · · · · · · · · · · · · · · · · · · · · · · · · · · · · · · · · · · · · · · · · · · · · · · · · · · · · · · · · · · · · · · · · · · · · · · · · · · · · · · ·: [443, 323, 544, 338]
- classified-ad: · · · · · · · · · · · · · · · · · · · · · · · · · · · · · · · · · · · · · · · · · · · · · · · · · · · · · · · · · · · · · · · · · · · · · · · · · · · · · · · · · · · · · · · · · · · · · · · · · · · · · · · · · · · · · · · · · · ·: [117, 733, 218, 748]
- classified-ad: · · · · · · · · · · · · · · · · · · · · · · · · · · · · · · · · · · · · · · · · · · · · · · · · · · · · · · · · · · · · · · · · · · · · · · · · · · · · · · · · · · · · ·: [660, 328, 761, 343]
- classified-ad: · · · · · · · · · · · · · · · · · · · · · · · · · · · · · · · · · · · · · · · · · · · · · · · · · · · · · · · · · · · · · · · · · · · · · · · · · · · · · · · · · · · · · · · · · · · · · · · · · · · · · · · · · · · · · · · · · · ·: [9, 147, 110, 162]
- classified-ad: · · · · · · · · · · · · · · · · · · · · · · · · · · · · · · · · · · · · · · · · · · · · · · · · · · · · · · · · · · · · · · · · · · · · · · · · · · · · · · · · · · · · · · · · · ·: [117, 543, 218, 558]
- classified-ad: · · · · · · · · · · · · · · · · · · · · · · · · · · · · · · · · · · · · · · · · · · · · · · · ·: [660, 445, 761, 456]
- classified-section: [226, 658, 327, 730]
- classified-ad: · · · · · · · · · · · · · · · · · · · · · · · · · · · · · · · · · · · · · · · · · · · · · · · · · · · · · · · · · · · · · · · · · · · · · · · · · · · · · · · · · · · · · · · · · · · · · · · · · · · · · · · · · · · · · · · · · · ·: [551, 67, 652, 82]
- classified-ad: · · · · · · · · · · · · · · · · · · · · · · · · · · · · · · · · · · · · · · · · · · · · · · · · · · · · · · · · · · · ·: [443, 340, 544, 351]
- classified-ad: · · · · · · · · · · · · · · · · · · · · · · · · · · · · · · · · · · · · · · · · · · · · · · · · · · · · · · · · · · · · · · · · · · · · · · · · · · · · · · · · · · · · · · · · · · · · · · · · · · · · · · · · ·: [660, 197, 761, 212]
- classified-ad: · · · · · · · · · · · · · · · · · · · · · · · · · · · · · · · · · · · · · · · · · · · · · · · · · · · · · · · · · · · · · · · · · · · · · · · · · · · · · · · · · · · · · · · · · ·: [551, 197, 652, 212]
- classified-ad: · · · · · · · · · · · · · · · · · · · · · · · · · · · · · · · · · · · · · · · · · · · · · · · ·: [659, 424, 761, 434]
- section-subheader: UNFURNISHED.: [257, 340, 296, 346]
- classified-ad: · · · · · · · · · · · · · · · · · · · · · · · · · · · · · · · · · · · · · · · · · · · · · · · · · · · · · · · · · · · · · · · · · · · · · · · · · · ·: [551, 615, 652, 626]
- section-header: FOR RENT—ROOMS.: [226, 31, 327, 45]
- classified-ad: · · · · · · · · · · · · · · · · · · · · · · · · · · · · · · · · · · · · · · · · · · · · · · · · · · · · · · · · · · · ·: [443, 179, 544, 190]
- column-1: [6, 29, 114, 1023]
- classified-ad: · · · · · · · · · · · · · · · · · · · · · · · · · · · · · · · · · · · · · · · · · · · · · · · ·: [334, 353, 435, 364]
- classified-ad: · · · · · · · · · · · · · · · · · · · · · · · · · · · · · · · · · · · · · · · · · · · · · · · · · · · · · · · · · · · · · · · · · · · · · · · · · · · · · · · · · · · · · · · · · · · · · · · · · · · · · · · · · · · · · · · · · · ·: [334, 188, 436, 203]
- classified-ad: · · · · · · · · · · · · · · · · · · · · · · · · · · · · · · · · · · · · · · · · · · · · · · · · · · · · · · · · · · · ·: [117, 670, 218, 681]
- classified-ad: · · · · · · · · · · · · · · · · · · · · · · · · · · · · · · · · · · · · · · · · · · · · · · · · · · · · · · · · · · · · · · · · · · · · · ·: [660, 474, 761, 485]
- classified-ad: · · · · · · · · · · · · · · · · · · · · · · · · · · · · · · · · · · · · · · · · · · · · · · · · · · · · · · · · · · · · · · · · · · · · · · · · · · ·: [660, 345, 761, 356]
- classified-ad: · · · · · · · · · · · · · · · · · · · · · · · · · · · · · · · · · · · · · · · · · · · · · · · · · · · · · · · · · · · · · · · · · · · · · · · · · · · · · · · · · · · · · · · · · · · · · · · · · · · · · · · · · · · · · · · · · · ·: [9, 285, 110, 300]
- classified-section: [226, 341, 327, 379]
- classified-ad: · · · · · · · · · · · · · · · · · · · · · · · · · · · · · · · · · · · · · · · · · · · · · · · · · · · · · · · · · · · · · · · · · · · · · · · · · · · · · · · · · · · · · · · · · ·: [443, 373, 544, 388]
- classified-ad: · · · · · · · · · · · · · · · · · · · · · · · · · · · · · · · · · · · · · · · · · · · · · · · ·: [551, 54, 652, 65]
- page-number: 4: [8, 8, 15, 19]
- classified-ad: · · · · · · · · · · · · · · · · · · · · · · · · · · · · · · · · · · · · · · · · · · · · · · · ·: [9, 272, 110, 283]
- classified-ad: · · · · · · · · · · · · · · · · · · · · · · · · · · · · · · · · · · · · · · · · · · · · · · · · · · · · · · · · · · · · · · · · · · · · · · · · · · ·: [659, 524, 761, 534]
- classified-ad: · · · · · · · · · · · · · · · · · · · · · · · · · · · · · · · · · · · · · · · · · · · · · · · ·: [226, 71, 327, 82]
- classified-section: [443, 31, 544, 152]
- classified-section: [9, 771, 110, 813]
- classified-ad: · · · · · · · · · · · · · · · · · · · · · · · · · · · · · · · · · · · · · · · · · · · · · · · · · · · · · · · · · · · · · · · · · · · · · · · · · · · · · · · · · · · · · · · · · · · · · · · · · · · · · · · · · · · · · · · · · · ·: [660, 278, 761, 293]
- classified-section: [9, 227, 110, 379]
- classified-ad: · · · · · · · · · · · · · · · · · · · · · · · · · · · · · · · · · · · · · · · · · · · · · · · · · · · · · · · · · · · ·: [660, 214, 761, 225]
- classified-ad: · · · · · · · · · · · · · · · · · · · · · · · · · · · · · · · · · · · · · · · · · · · · · · · · · · · · · · · · · · · · · · · · · · · · · · · · · · · · · · · · · · · · · · · · · · · · · · · · · · · · · · · · · · · · · · · · · · · · · · · · · · · · · · · · · ·: [226, 193, 327, 212]
- classified-ad: · · · · · · · · · · · · · · · · · · · · · · · · · · · · · · · · · · · · · · · · · · · · · · · · · · · · · · · · · · · · · · · · · · · · · · · · · · ·: [443, 470, 544, 481]
- classified-ad: · · · · · · · · · · · · · · · · · · · · · · · · · · · · · · · · · · · · · · · · · · · · · · · · · · · · · · · · · · · · · · · · · · · · · · · · · · · · · · · · · · · · · · · · · · · · · · · · · · · · · · · · · · · · · · · · · · · · · · · · · · · · · · · · · ·: [660, 67, 761, 86]
- classified-ad: · · · · · · · · · · · · · · · · · · · · · · · · · · · · · · · · · · · · · · · · · · · · · · · · · · · · · · · · · · · · · · · · · · · · · · · · · · · · · · · · · · · · · · · · · · · · · · · · · · · · · · · · · · · · · · · · · · · · · · · · · · · · · · · · · ·: [443, 352, 544, 371]
- classified-ad: · · · · · · · · · · · · · · · · · · · · · · · · · · · · · · · · · · · · · · · · · · · · · · · · · · · · · · · · · · · ·: [443, 660, 544, 671]
- classified-ad: · · · · · · · · · · · · · · · · · · · · · · · · · · · · · · · · · · · · · · · · · · · · · · · · · · · · · · · · · · · · · · · · · · · · · · · · · · · · · · · · · · · · · · · · · ·: [117, 321, 218, 336]
- section-subheader: FURNISHED OR UNFURNISHED.: [670, 437, 751, 443]
- classified-ad: · · · · · · · · · · · · · · · · · · · · · · · · · · · · · · · · · · · · · · · · · · · · · · · · · · · · · · · · · · · · · · · · · · · · · · · · · · · · · · · · · · · · · · · · · · · · · · · · · · · · · · · · · · · · · · · · · · · · · · · · · · · · · · · · · · · · · · · · · · · · · · · · · · · · · ·: [551, 736, 653, 755]
- classified-ad: · · · · · · · · · · · · · · · · · · · · · · · · · · · · · · · · · · · · · · · · · · · · · · · · · · · · · · · · · · · · · · · · · · · · · · · · · · · · · · · · · · · · ·: [9, 628, 111, 643]
- classified-ad: · · · · · · · · · · · · · · · · · · · · · · · · · · · · · · · · · · · · · · · · · · · · · · · · · · · · · · · · · · · · · · · · · · · · · · · · · · · · · · · · · · · · · · · · · · · · · · · · · · · · · · · · ·: [225, 409, 328, 423]
- classified-ad: · · · · · · · · · · · · · · · · · · · · · · · · · · · · · · · · · · · · · · · · · · · · · · · · · · · · · · · · · · · · · · · · · · · · · · · · · · · · · · · · · · · · · · · · · · · · · · · · · · · · · · · · ·: [443, 162, 544, 177]
- classified-ad: · · · · · · · · · · · · · · · · · · · · · · · · · · · · · · · · · · · · · · · · · · · · · · · · · · · · · · · · · · · · · · · · · · · · · · · · · · · · · · · · · · · · · · · · · · · · · · · · · · · · · · · · · · · · · · · · · · ·: [551, 548, 652, 563]
- classified-section: [660, 538, 761, 631]
- classified-section: [334, 144, 435, 203]
- classified-ad: · · · · · · · · · · · · · · · · · · · · · · · · · · · · · · · · · · · · · · · · · · · · · · · · · · · · · · · · · · · · · · · · · · · · · · · · · · · · · · · · · · · · · · · · · ·: [660, 248, 761, 263]
- classified-ad: · · · · · · · · · · · · · · · · · · · · · · · · · · · · · · · · · · · · · · · · · · · · · · · · · · · · · · · · · · · · · · · · · · · · · · · · · · · · · · · · · · · · · · · · · ·: [334, 497, 435, 512]
- classified-ad: · · · · · · · · · · · · · · · · · · · · · · · · · · · · · · · · · · · · · · · · · · · · · · · · · · · · · · · · · · · · · · · · · · · · · · · · · · ·: [660, 592, 761, 603]
- classified-ad: · · · · · · · · · · · · · · · · · · · · · · · · · · · · · · · · · · · · · · · · · · · · · · · · · · · · · · · · · · · · · · · · · · · · · · · · · · · · · · · · · · · · · · · · · · · · · · · · · · · · · · · · ·: [551, 147, 652, 162]
- classified-ad: · · · · · · · · · · · · · · · · · · · · · · · · · · · · · · · · · · · · · · · · · · · · · · · · · · · · · · · · · · · · · · · · · · · · · · · · · · · · · · · · · · · · · · · · · · · · · · · · · · · · · · · · · · · · · · · · · · ·: [443, 243, 544, 258]
